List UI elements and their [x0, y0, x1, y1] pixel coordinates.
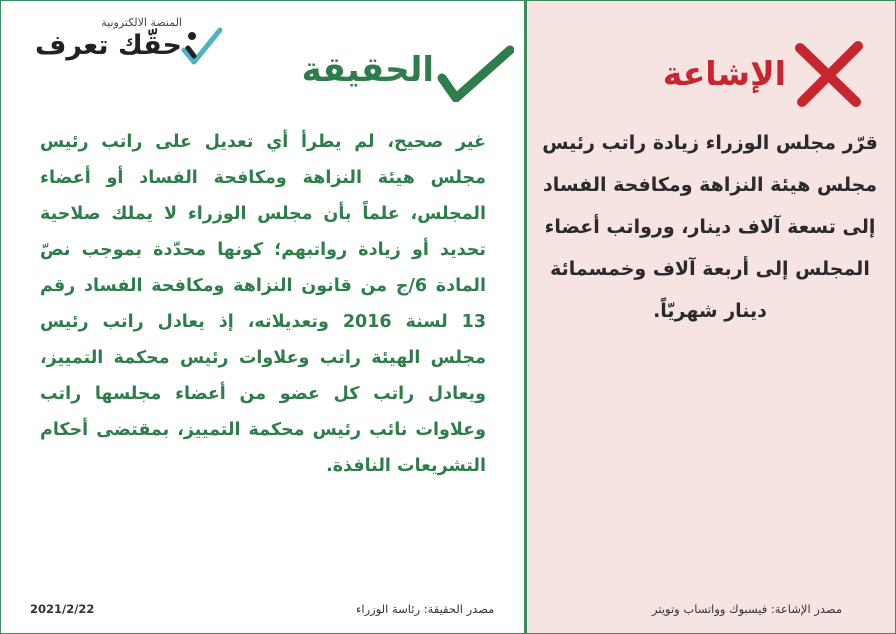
fact-date: 2021/2/22: [30, 602, 95, 616]
cross-mark-icon: [790, 40, 866, 108]
fact-source: مصدر الحقيقة: رئاسة الوزراء: [356, 602, 495, 616]
rumor-source: مصدر الإشاعة: فيسبوك وواتساب وتويتر: [652, 602, 843, 616]
fact-body: غير صحيح، لم يطرأ أي تعديل على راتب رئيس مجلس هيئة النزاهة ومكافحة الفساد أو أعضاء المجلس، علماً بأن مجلس الوزراء لا يملك صلاحية تحديد أو زيادة رواتبهم؛ كونها محدّدة بموجب نصّ المادة 6/ج من قانون النزاهة ومكافحة الفساد رقم 13 لسنة 2016 وتعديلاته، إذ يعادل راتب رئيس مجلس الهيئة راتب وعلاوات رئيس محكمة التمييز، ويعادل راتب كل عضو من أعضاء مجلسها راتب وعلاوات نائب رئيس محكمة التمييز، بمقتضى أحكام التشريعات النافذة.: [40, 132, 486, 476]
rumor-title: الإشاعة: [662, 54, 786, 93]
rumor-body: قرّر مجلس الوزراء زيادة راتب رئيس مجلس هيئة النزاهة ومكافحة الفساد إلى تسعة آلاف دينار، ورواتب أعضاء المجلس إلى أربعة آلاف وخمسمائة دينار شهريّاً.: [542, 132, 878, 322]
logo-subtitle: المنصة الالكترونية: [101, 16, 182, 29]
logo-check-icon: [180, 24, 222, 66]
rumor-heading: [630, 40, 866, 110]
fact-title: الحقيقة: [301, 50, 434, 90]
check-mark-icon: [436, 44, 514, 102]
logo-title: حقّك تعرف: [35, 30, 182, 61]
panel-divider: [524, 1, 527, 633]
fact-heading: [284, 44, 514, 104]
platform-logo: [22, 14, 222, 74]
